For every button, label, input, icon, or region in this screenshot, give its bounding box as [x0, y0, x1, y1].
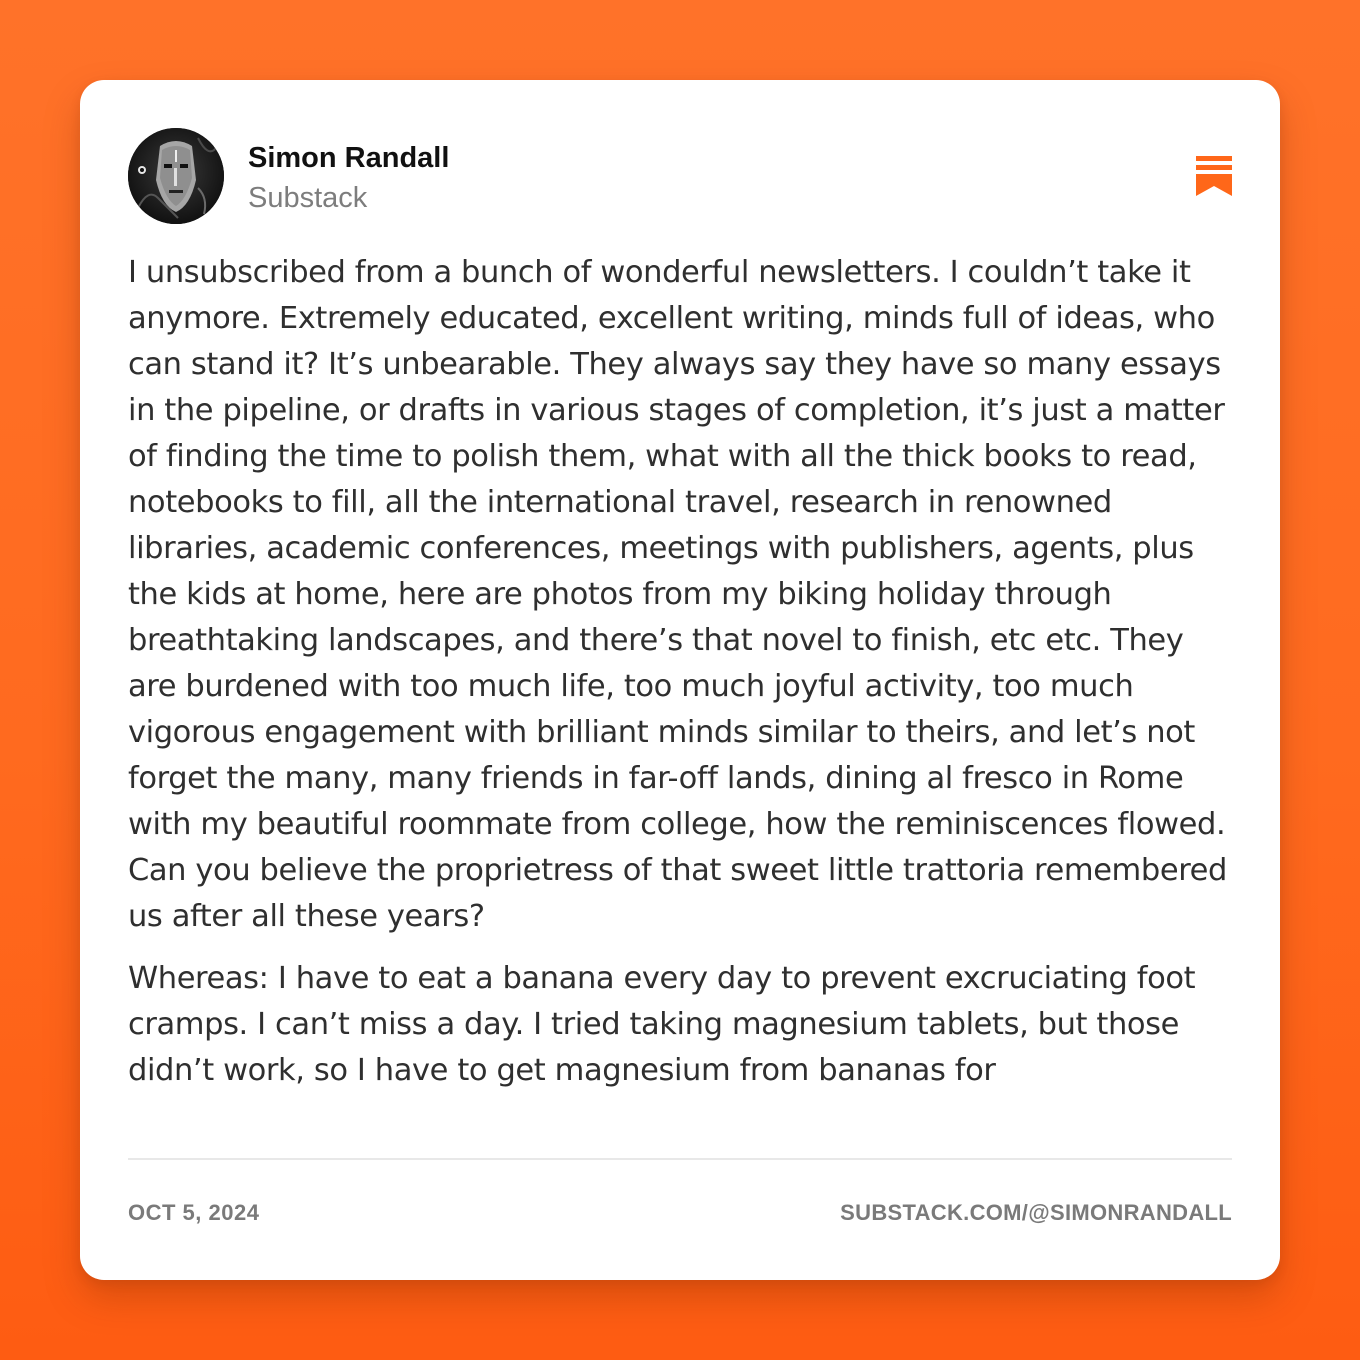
- post-date: OCT 5, 2024: [128, 1200, 260, 1225]
- post-paragraph: Whereas: I have to eat a banana every day to prevent excruciating foot cramps. I can’t miss a day. I tried taking magnesium tablets, but those didn’t work, so I have to get magnesium from bananas for: [128, 961, 1196, 1088]
- footer-divider: [128, 1158, 1232, 1160]
- author-name[interactable]: Simon Randall: [248, 142, 450, 174]
- post-body: [128, 250, 1238, 1128]
- post-card: [80, 80, 1280, 1280]
- substack-logo-icon[interactable]: [1196, 156, 1232, 196]
- post-header: [128, 128, 1232, 224]
- avatar-mask-portrait-icon: [128, 128, 224, 224]
- author-avatar[interactable]: [128, 128, 224, 224]
- post-paragraph: I unsubscribed from a bunch of wonderful newsletters. I couldn’t take it anymore. Extremely educated, excellent writing, minds full of ideas, who can stand it? It’s unbearable. They always say they have so many essays in the pipeline, or drafts in various stages of completion, it’s just a matter of finding the time to polish them, what with all the thick books to read, notebooks to fill, all the international travel, research in renowned libraries, academic conferences, meetings with publishers, agents, plus the kids at home, here are photos from my biking holiday through breathtaking landscapes, and there’s that novel to finish, etc etc. They are burdened with too much life, too much joyful activity, too much vigorous engagement with brilliant minds similar to theirs, and let’s not forget the many, many friends in far-off lands, dining al fresco in Rome with my beautiful roommate from college, how the reminiscences flowed. Can you believe the proprietress of that sweet little trattoria remembered us after all these years?: [128, 255, 1227, 934]
- profile-url-link[interactable]: SUBSTACK.COM/@SIMONRANDALL: [840, 1200, 1232, 1225]
- author-platform: Substack: [248, 182, 368, 214]
